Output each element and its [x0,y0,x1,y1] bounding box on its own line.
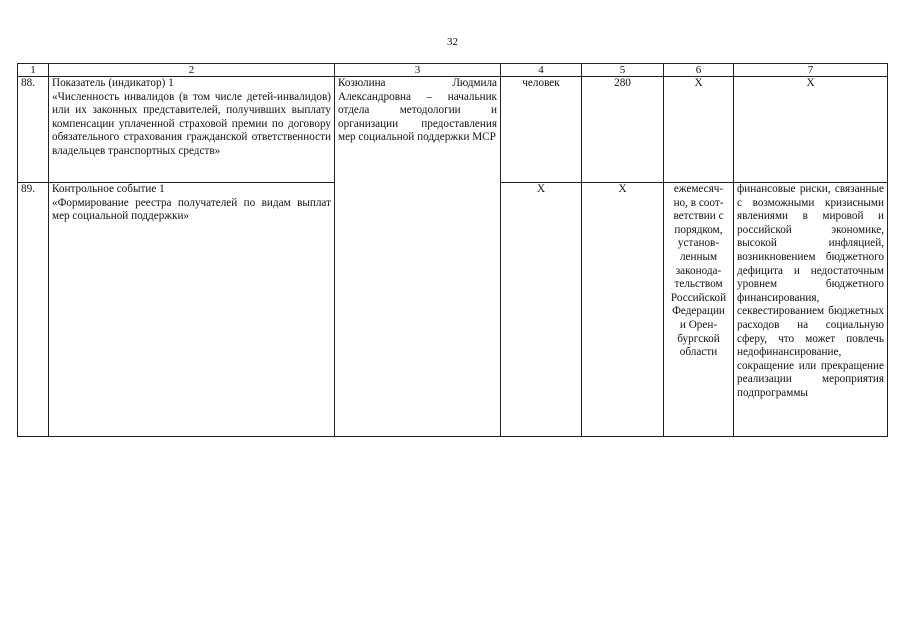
indicator-cell [49,77,335,183]
event-description: «Формирование реестра получателей по видам выплат мер социальной поддержки» [52,196,331,223]
column-header-6: 6 [664,64,734,77]
periodicity-cell [664,183,734,437]
column-header-4: 4 [501,64,582,77]
column-header-5: 5 [582,64,664,77]
column-header-2: 2 [49,64,335,77]
unit-cell: Х [501,183,582,437]
indicator-description: «Численность инвалидов (в том числе детей-инвалидов) или их законных представителей, получивших выплату компенсации уплаченной страховой премии по договору обязательного страхования гражданской ответственности владельцев транспортных средств» [52,90,331,157]
risks-cell: финансовые риски, связанные с возможными кризисными явлениями в мировой и российской экономике, высокой инфляцией, возникновением бюджетного дефицита и недостаточным уровнем бюджетного финансирования, секвестированием бюджетных расходов на социальную сферу, что может повлечь недофинансирование, сокращение или прекращение реализации мероприятия подпрограммы [734,183,888,437]
column-header-3: 3 [335,64,501,77]
row-number: 89. [18,183,49,437]
periodicity-line: ежемесяч- [673,183,724,195]
column-header-1: 1 [18,64,49,77]
col7-cell: Х [734,77,888,183]
row-number: 88. [18,77,49,183]
value-cell: Х [582,183,664,437]
periodicity-line: законода- [675,264,722,277]
unit-cell: человек [501,77,582,183]
periodicity-line: порядком, [674,223,723,236]
periodicity-line: Федерации [672,305,725,318]
indicator-title: Показатель (индикатор) 1 [52,77,174,89]
table-row-88 [18,77,888,183]
page-number: 32 [447,36,458,48]
periodicity-line: ленным [679,250,718,263]
event-title: Контрольное событие 1 [52,183,165,195]
responsible-cell: Козюлина Людмила Александровна – начальник отдела методологии и организации предоставления мер социальной поддержки МСР [335,77,501,437]
periodicity-line: ветствии с [673,210,724,223]
periodicity-line: Российской [670,291,727,304]
periodicity-line: установ- [677,237,720,250]
periodicity-line: тельством [674,278,723,291]
col6-cell: Х [664,77,734,183]
indicators-table [17,63,888,437]
periodicity-line: бургской [677,332,720,345]
column-header-7: 7 [734,64,888,77]
periodicity-line: но, в соот- [673,196,724,209]
periodicity-line: и Орен- [679,318,718,331]
event-cell [49,183,335,437]
column-numbers-row [18,64,888,77]
value-cell: 280 [582,77,664,183]
periodicity-line: области [679,346,718,359]
